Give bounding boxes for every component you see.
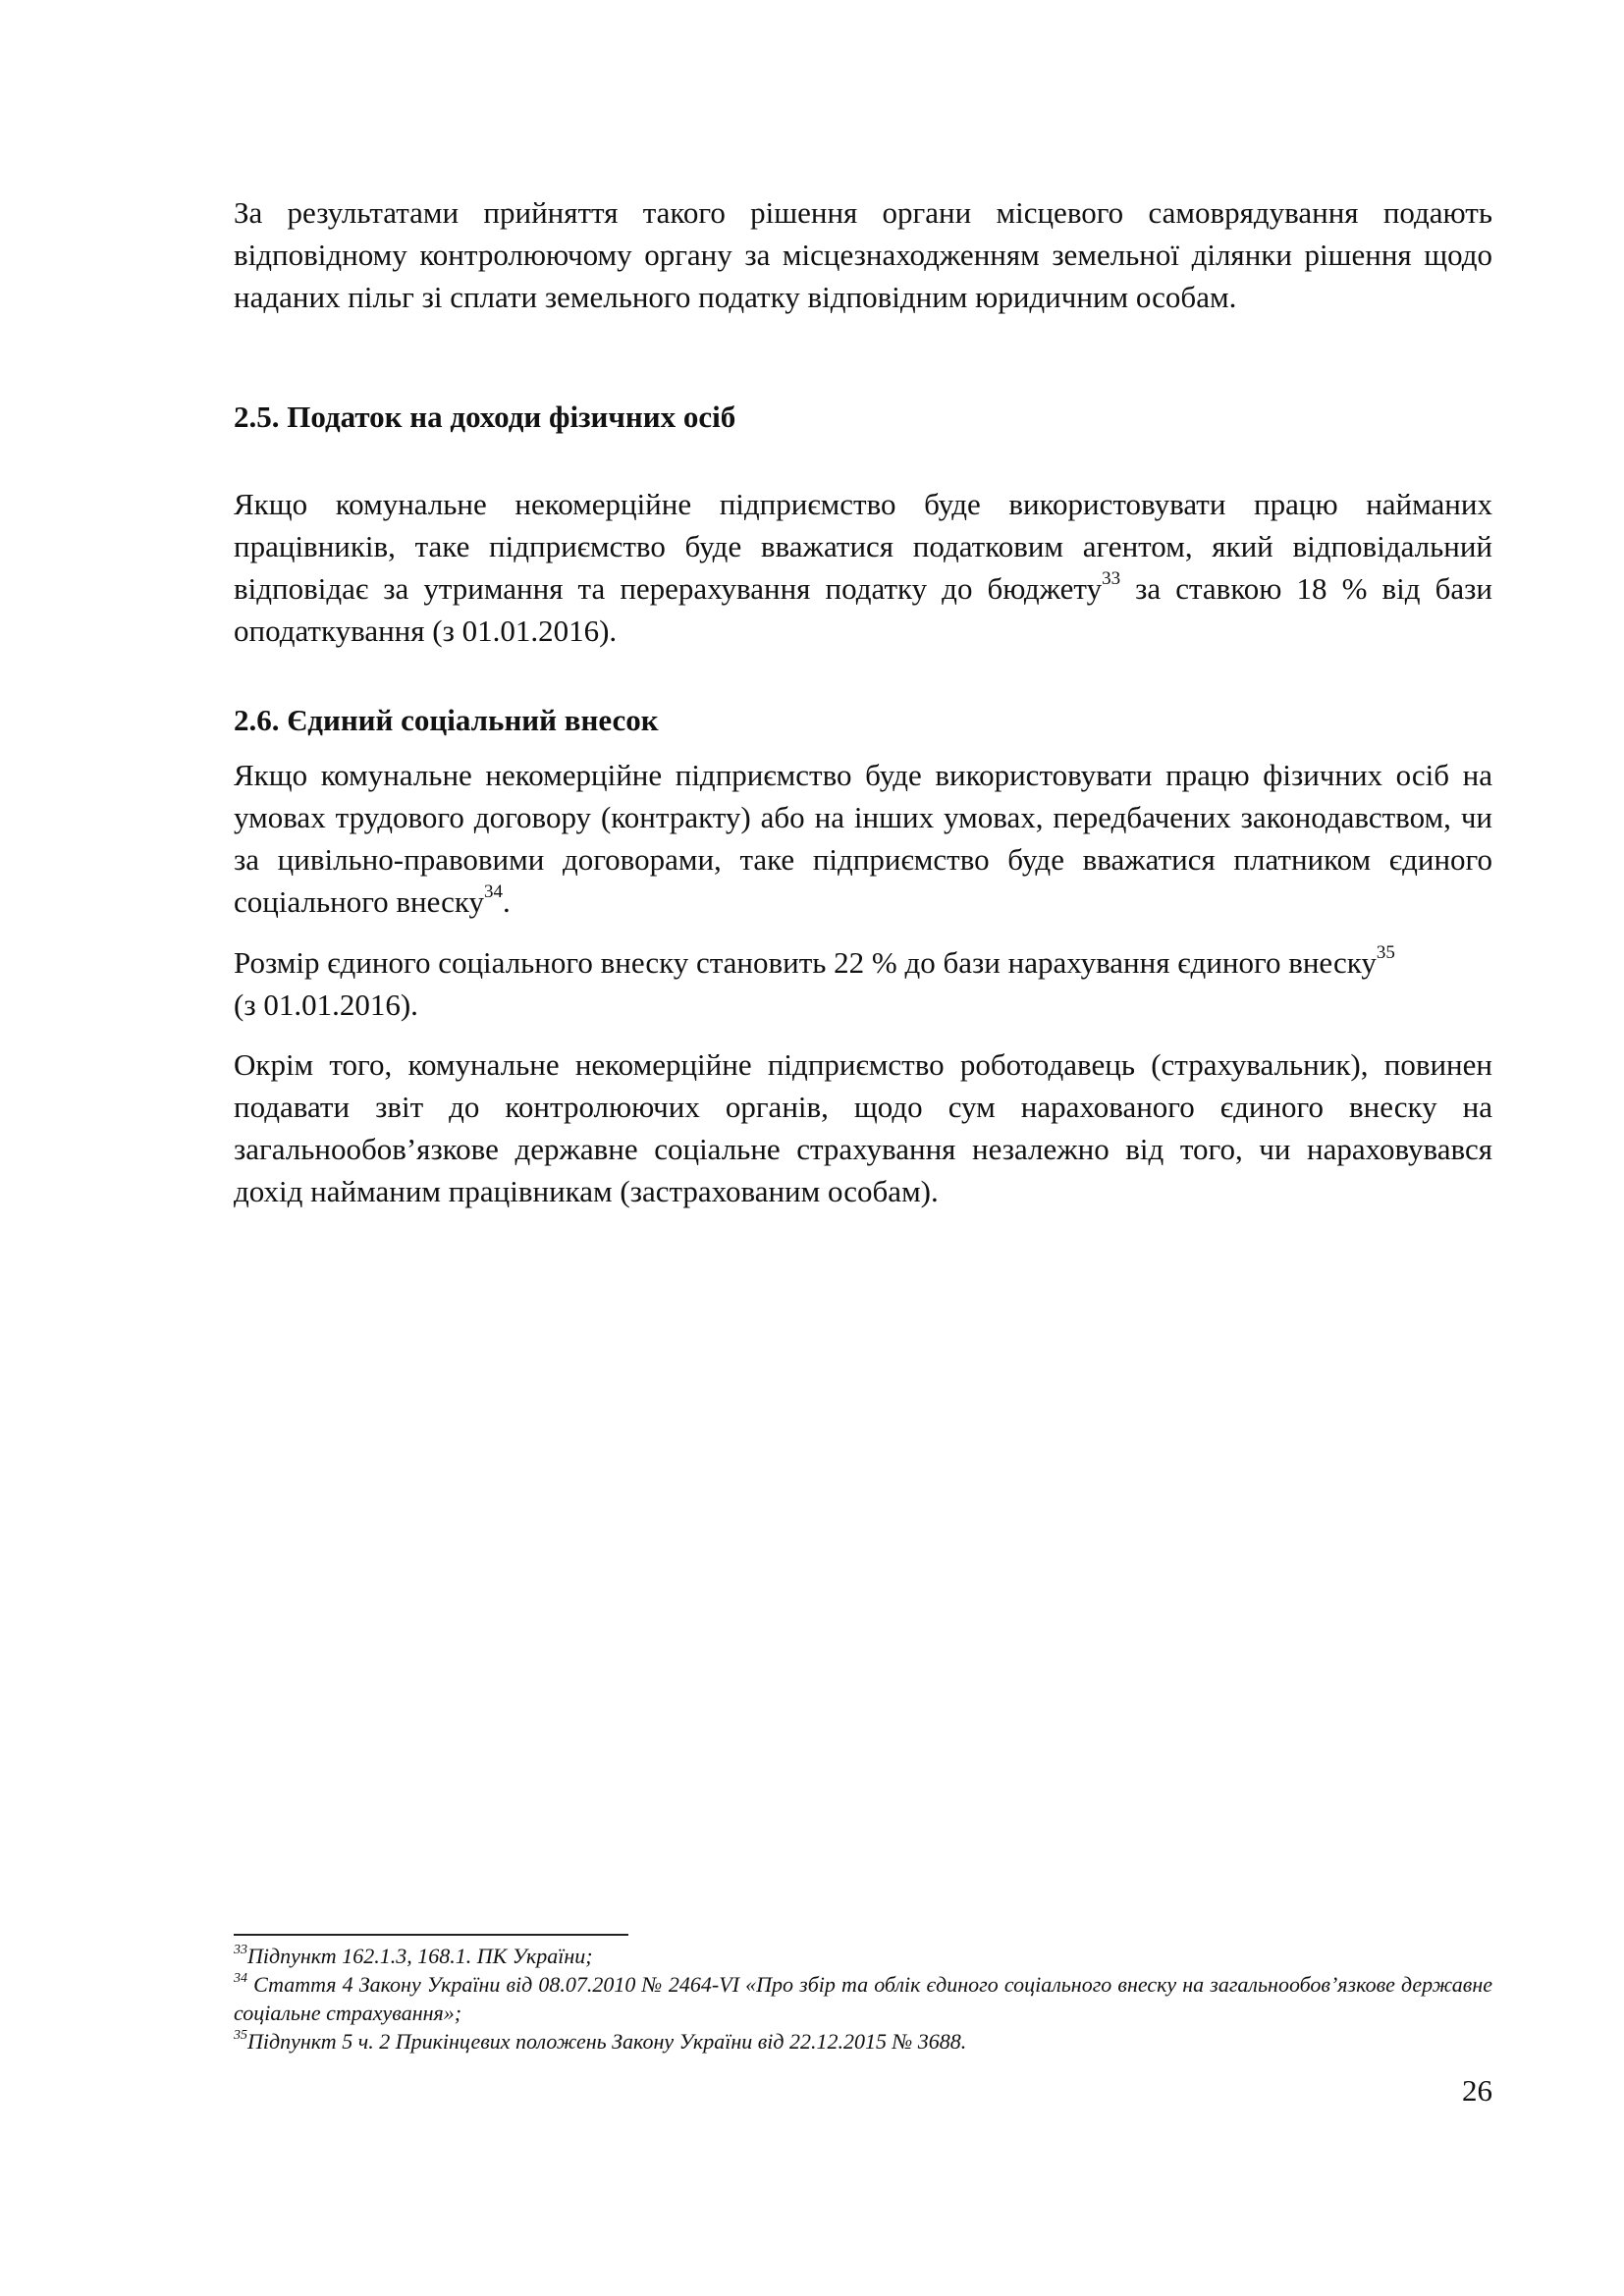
footnotes bbox=[234, 1942, 1492, 2056]
paragraph-text bbox=[234, 941, 1492, 1026]
paragraph-text: Окрім того, комунальне некомерційне підприємство роботодавець (страхувальник), повинен подавати звіт до контролюючих органів, щодо сум нарахованого єдиного внеску на загальнообов’язкове державне соціальне страхування незалежно від того, чи нараховувався дохід найманим працівникам (застрахованим особам). bbox=[234, 1047, 1492, 1208]
paragraph-land-tax-benefits bbox=[234, 191, 1492, 318]
footnote-number: 33 bbox=[234, 1942, 247, 1957]
paragraph-social-contribution-rate bbox=[234, 941, 1492, 1026]
paragraph-social-contribution-payer bbox=[234, 754, 1492, 923]
section-heading-2-6 bbox=[234, 699, 1492, 741]
footnote-number: 34 bbox=[234, 1970, 247, 1986]
heading-text: 2.6. Єдиний соціальний внесок bbox=[234, 703, 659, 737]
paragraph-income-tax bbox=[234, 483, 1492, 652]
footnote-35 bbox=[234, 2027, 1492, 2056]
page-number: 26 bbox=[1462, 2073, 1492, 2108]
footnote-text: Стаття 4 Закону України від 08.07.2010 № 2464-VI «Про збір та облік єдиного соціального внеску на загальнообов’язкове державне соціальне страхування»; bbox=[234, 1972, 1492, 2025]
footnote-ref-34[interactable]: 34 bbox=[484, 881, 504, 902]
footnote-separator bbox=[234, 1934, 628, 1936]
paragraph-employer-report bbox=[234, 1043, 1492, 1212]
paragraph-text-part: за ставкою 18 % від бази оподаткування (з 01.01.2016). bbox=[234, 571, 1492, 648]
paragraph-text bbox=[234, 754, 1492, 923]
footnote-ref-35[interactable]: 35 bbox=[1376, 941, 1395, 963]
paragraph-text-part: Якщо комунальне некомерційне підприємство буде використовувати працю найманих працівників, таке підприємство буде вважатися податковим агентом, який відповідальний відповідає за утримання та перерахування податку до бюджету bbox=[234, 487, 1492, 606]
paragraph-text-part: Розмір єдиного соціального внеску становить 22 % до бази нарахування єдиного внеску bbox=[234, 945, 1377, 980]
paragraph-text: За результатами прийняття такого рішення органи місцевого самоврядування подають відповідному контролюючому органу за місцезнаходженням земельної ділянки рішення щодо наданих пільг зі сплати земельного податку відповідним юридичним особам. bbox=[234, 195, 1492, 314]
section-heading-2-5 bbox=[234, 396, 1492, 438]
paragraph-text bbox=[234, 483, 1492, 652]
paragraph-text-part: (з 01.01.2016). bbox=[234, 988, 418, 1022]
footnote-33 bbox=[234, 1942, 1492, 1970]
heading-text: 2.5. Податок на доходи фізичних осіб bbox=[234, 400, 736, 434]
footnote-text: Підпункт 162.1.3, 168.1. ПК України; bbox=[247, 1944, 593, 1968]
paragraph-text-part: . bbox=[503, 884, 511, 919]
footnote-34 bbox=[234, 1970, 1492, 2027]
paragraph-text-part: Якщо комунальне некомерційне підприємство буде використовувати працю фізичних осіб на умовах трудового договору (контракту) або на інших умовах, передбачених законодавством, чи за цивільно-правовими договорами, таке підприємство буде вважатися платником єдиного соціального внеску bbox=[234, 758, 1492, 919]
footnote-text: Підпункт 5 ч. 2 Прикінцевих положень Закону України від 22.12.2015 № 3688. bbox=[247, 2029, 967, 2054]
footnote-number: 35 bbox=[234, 2027, 247, 2043]
footnote-ref-33[interactable]: 33 bbox=[1102, 567, 1121, 589]
